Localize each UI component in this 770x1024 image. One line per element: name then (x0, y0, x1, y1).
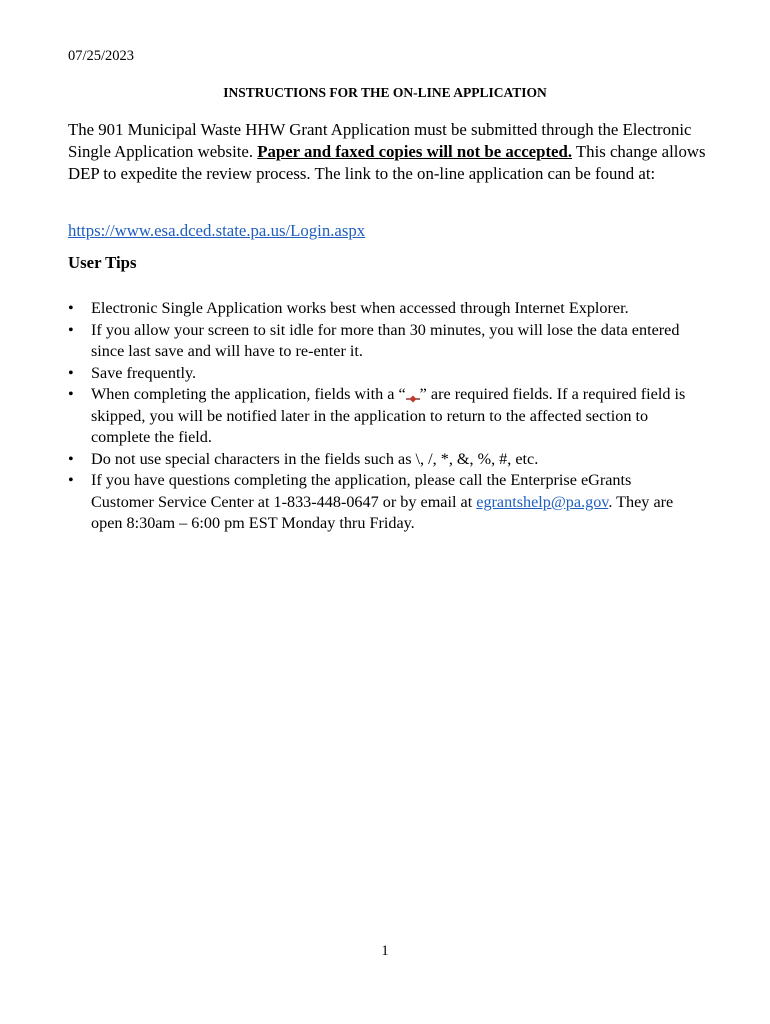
list-item (68, 363, 698, 385)
tip-text-after: . They are open 8:30am – 6:00 pm EST Monday thru Friday. (91, 492, 674, 532)
document-heading: INSTRUCTIONS FOR THE ON-LINE APPLICATION (223, 85, 547, 100)
application-login-link[interactable]: https://www.esa.dced.state.pa.us/Login.aspx (68, 221, 366, 240)
list-item (68, 470, 698, 535)
intro-emphasis: Paper and faxed copies will not be accepted. (257, 142, 573, 161)
intro-text-before: The 901 Municipal Waste HHW Grant Application must be submitted through the Electronic Single Application website. (68, 120, 692, 161)
user-tips-list (68, 298, 698, 535)
tip-text-before: If you have questions completing the application, please call the Enterprise eGrants Customer Service Center at 1-833-448-0647 or by email at (91, 471, 632, 511)
tip-text: If you allow your screen to sit idle for more than 30 minutes, you will lose the data entered since last save and will have to re-enter it. (91, 320, 680, 360)
bullet-icon: • (68, 299, 74, 317)
list-item (68, 384, 698, 449)
tip-text: Do not use special characters in the fields such as \, /, *, &, %, #, etc. (91, 449, 539, 468)
intro-text-after: This change allows DEP to expedite the review process. The link to the on-line application can be found at: (68, 142, 706, 183)
bullet-icon: • (68, 471, 74, 489)
user-tips-heading: User Tips (68, 253, 137, 272)
tip-text-after: ” are required fields. If a required field is skipped, you will be notified later in the application to return to the affected section to complete the field. (91, 385, 686, 446)
red-diamond-required-icon (406, 389, 420, 399)
tip-text: Save frequently. (91, 363, 197, 382)
bullet-icon: • (68, 449, 74, 468)
bullet-icon: • (68, 363, 74, 382)
tip-text: Electronic Single Application works best when accessed through Internet Explorer. (91, 299, 629, 317)
list-item (68, 449, 698, 471)
bullet-icon: • (68, 385, 74, 403)
document-date: 07/25/2023 (68, 48, 135, 64)
list-item (68, 320, 698, 363)
support-email-link[interactable]: egrantshelp@pa.gov (476, 492, 609, 511)
bullet-icon: • (68, 320, 74, 339)
intro-paragraph (68, 119, 708, 185)
page-number: 1 (381, 943, 389, 959)
tip-text-before: When completing the application, fields with a “ (91, 385, 406, 403)
list-item (68, 298, 698, 320)
